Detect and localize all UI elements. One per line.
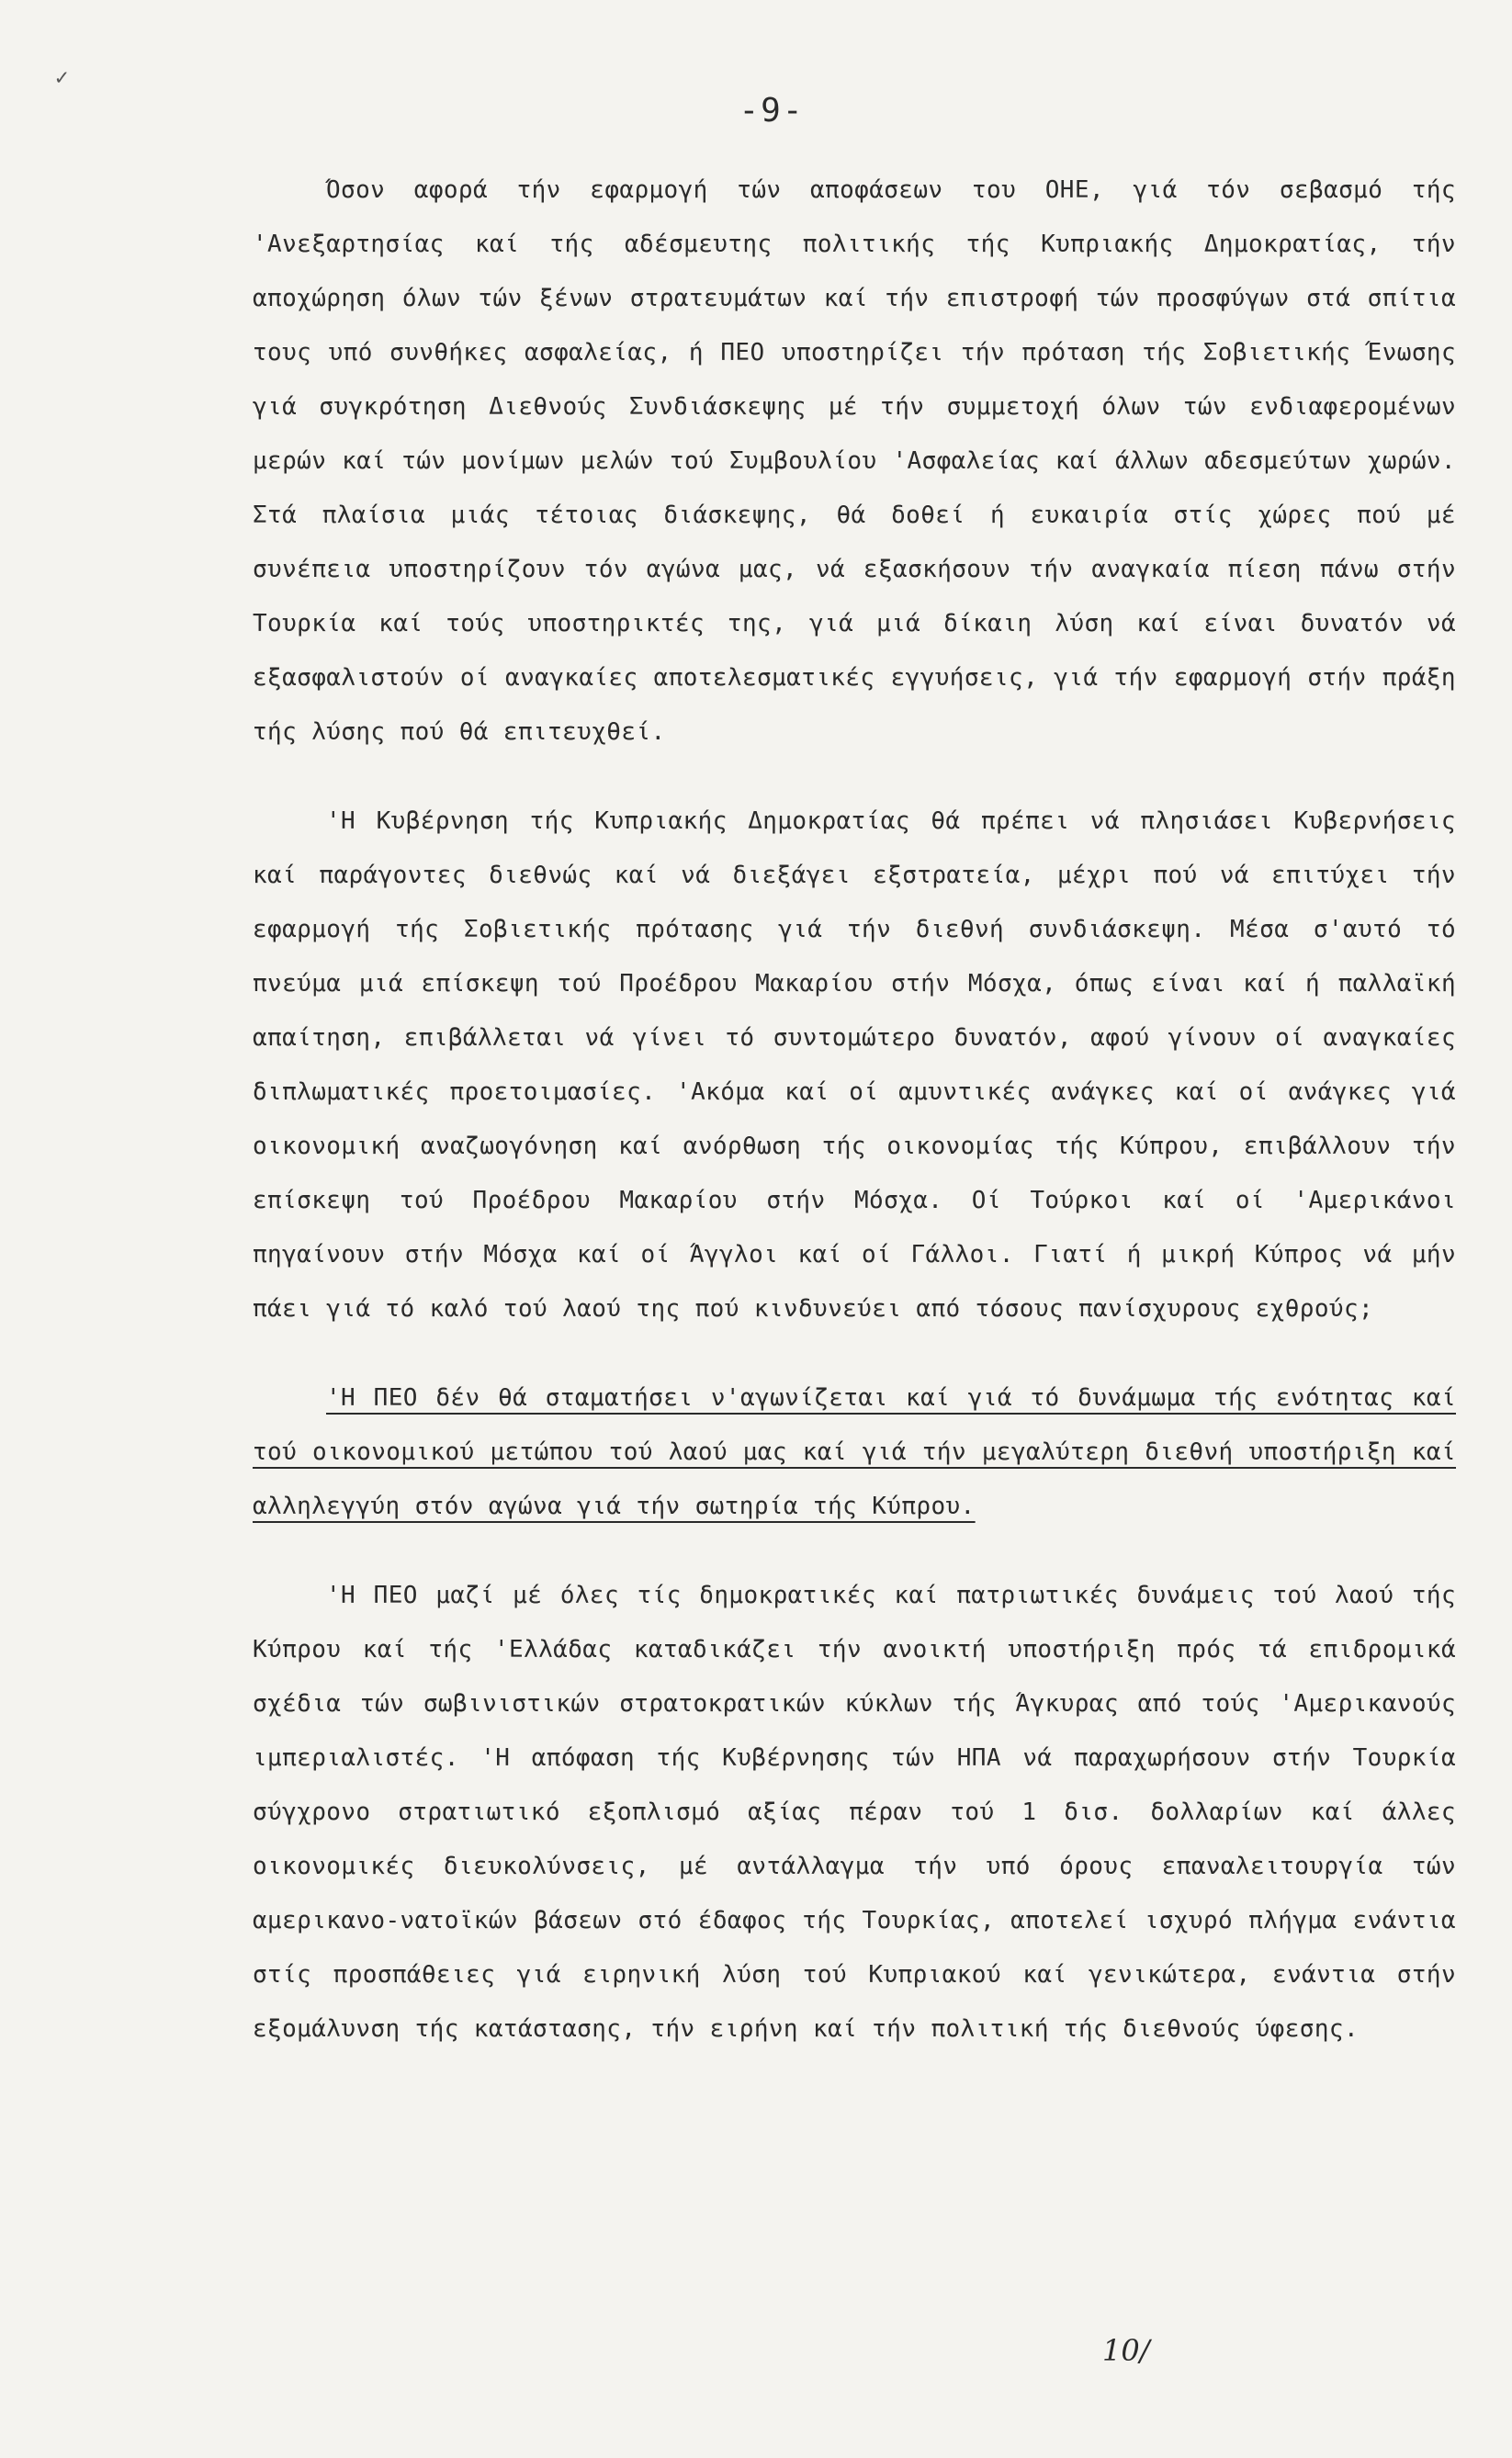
paragraph-us-arms-condemnation: 'Η ΠΕΟ μαζί μέ όλες τίς δημοκρατικές καί πατριωτικές δυνάμεις τού λαού τής Κύπρου καί τής 'Ελλάδας καταδικάζει τήν ανοικτή υποστήριξη πρός τά επιδρομικά σχέδια τών σωβινιστικών στρατοκρατικών κύκλων τής Άγκυρας από τούς 'Αμερικανούς ιμπεριαλιστές. 'Η απόφαση τής Κυβέρνησης τών ΗΠΑ νά παραχωρήσουν στήν Τουρκία σύγχρονο στρατιωτικό εξοπλισμό αξίας πέραν τού 1 δισ. δολλαρίων καί άλλες οικονομικές διευκολύνσεις, μέ αντάλλαγμα τήν υπό όρους επαναλειτουργία τών αμερικανο-νατοϊκών βάσεων στό έδαφος τής Τουρκίας, αποτελεί ισχυρό πλήγμα ενάντια στίς προσπάθειες γιά ειρηνική λύση τού Κυπριακού καί γενικώτερα, ενάντια στήν εξομάλυνση τής κατάστασης, τήν ειρήνη καί τήν πολιτική τής διεθνούς ύφεσης.: [253, 1582, 1456, 2043]
paragraph-peo-struggle-underlined: 'Η ΠΕΟ δέν θά σταματήσει ν'αγωνίζεται καί γιά τό δυνάμωμα τής ενότητας καί τού οικονομικού μετώπου τού λαού μας καί γιά τήν μεγαλύτερη διεθνή υποστήριξη καί αλληλεγγύη στόν αγώνα γιά τήν σωτηρία τής Κύπρου.: [253, 1384, 1456, 1520]
page-number: -9-: [739, 92, 805, 130]
margin-mark: ✓: [55, 64, 69, 90]
paragraph-government-moscow-visit: 'Η Κυβέρνηση τής Κυπριακής Δημοκρατίας θά πρέπει νά πλησιάσει Κυβερνήσεις καί παράγοντες διεθνώς καί νά διεξάγει εξστρατεία, μέχρι πού νά επιτύχει τήν εφαρμογή τής Σοβιετικής πρότασης γιά τήν διεθνή συνδιάσκεψη. Μέσα σ'αυτό τό πνεύμα μιά επίσκεψη τού Προέδρου Μακαρίου στήν Μόσχα, όπως είναι καί ή παλλαϊκή απαίτηση, επιβάλλεται νά γίνει τό συντομώτερο δυνατόν, αφού γίνουν οί αναγκαίες διπλωματικές προετοιμασίες. 'Ακόμα καί οί αμυντικές ανάγκες καί οί ανάγκες γιά οικονομική αναζωογόνηση καί ανόρθωση τής οικονομίας τής Κύπρου, επιβάλλουν τήν επίσκεψη τού Προέδρου Μακαρίου στήν Μόσχα. Οί Τούρκοι καί οί 'Αμερικάνοι πηγαίνουν στήν Μόσχα καί οί Άγγλοι καί οί Γάλλοι. Γιατί ή μικρή Κύπρος νά μήν πάει γιά τό καλό τού λαού της πού κινδυνεύει από τόσους πανίσχυρους εχθρούς;: [253, 807, 1456, 1323]
paragraph-un-resolutions: Όσον αφορά τήν εφαρμογή τών αποφάσεων του ΟΗΕ, γιά τόν σεβασμό τής 'Ανεξαρτησίας καί τής αδέσμευτης πολιτικής τής Κυπριακής Δημοκρατίας, τήν αποχώρηση όλων τών ξένων στρατευμάτων καί τήν επιστροφή τών προσφύγων στά σπίτια τους υπό συνθήκες ασφαλείας, ή ΠΕΟ υποστηρίζει τήν πρόταση τής Σοβιετικής Ένωσης γιά συγκρότηση Διεθνούς Συνδιάσκεψης μέ τήν συμμετοχή όλων τών ενδιαφερομένων μερών καί τών μονίμων μελών τού Συμβουλίου 'Ασφαλείας καί άλλων αδεσμεύτων χωρών. Στά πλαίσια μιάς τέτοιας διάσκεψης, θά δοθεί ή ευκαιρία στίς χώρες πού μέ συνέπεια υποστηρίζουν τόν αγώνα μας, νά εξασκήσουν τήν αναγκαία πίεση πάνω στήν Τουρκία καί τούς υποστηρικτές της, γιά μιά δίκαιη λύση καί είναι δυνατόν νά εξασφαλιστούν οί αναγκαίες αποτελεσματικές εγγυήσεις, γιά τήν εφαρμογή στήν πράξη τής λύσης πού θά επιτευχθεί.: [253, 176, 1456, 746]
document-body: [253, 163, 1456, 2092]
continuation-marker: 10/: [1102, 2333, 1150, 2368]
